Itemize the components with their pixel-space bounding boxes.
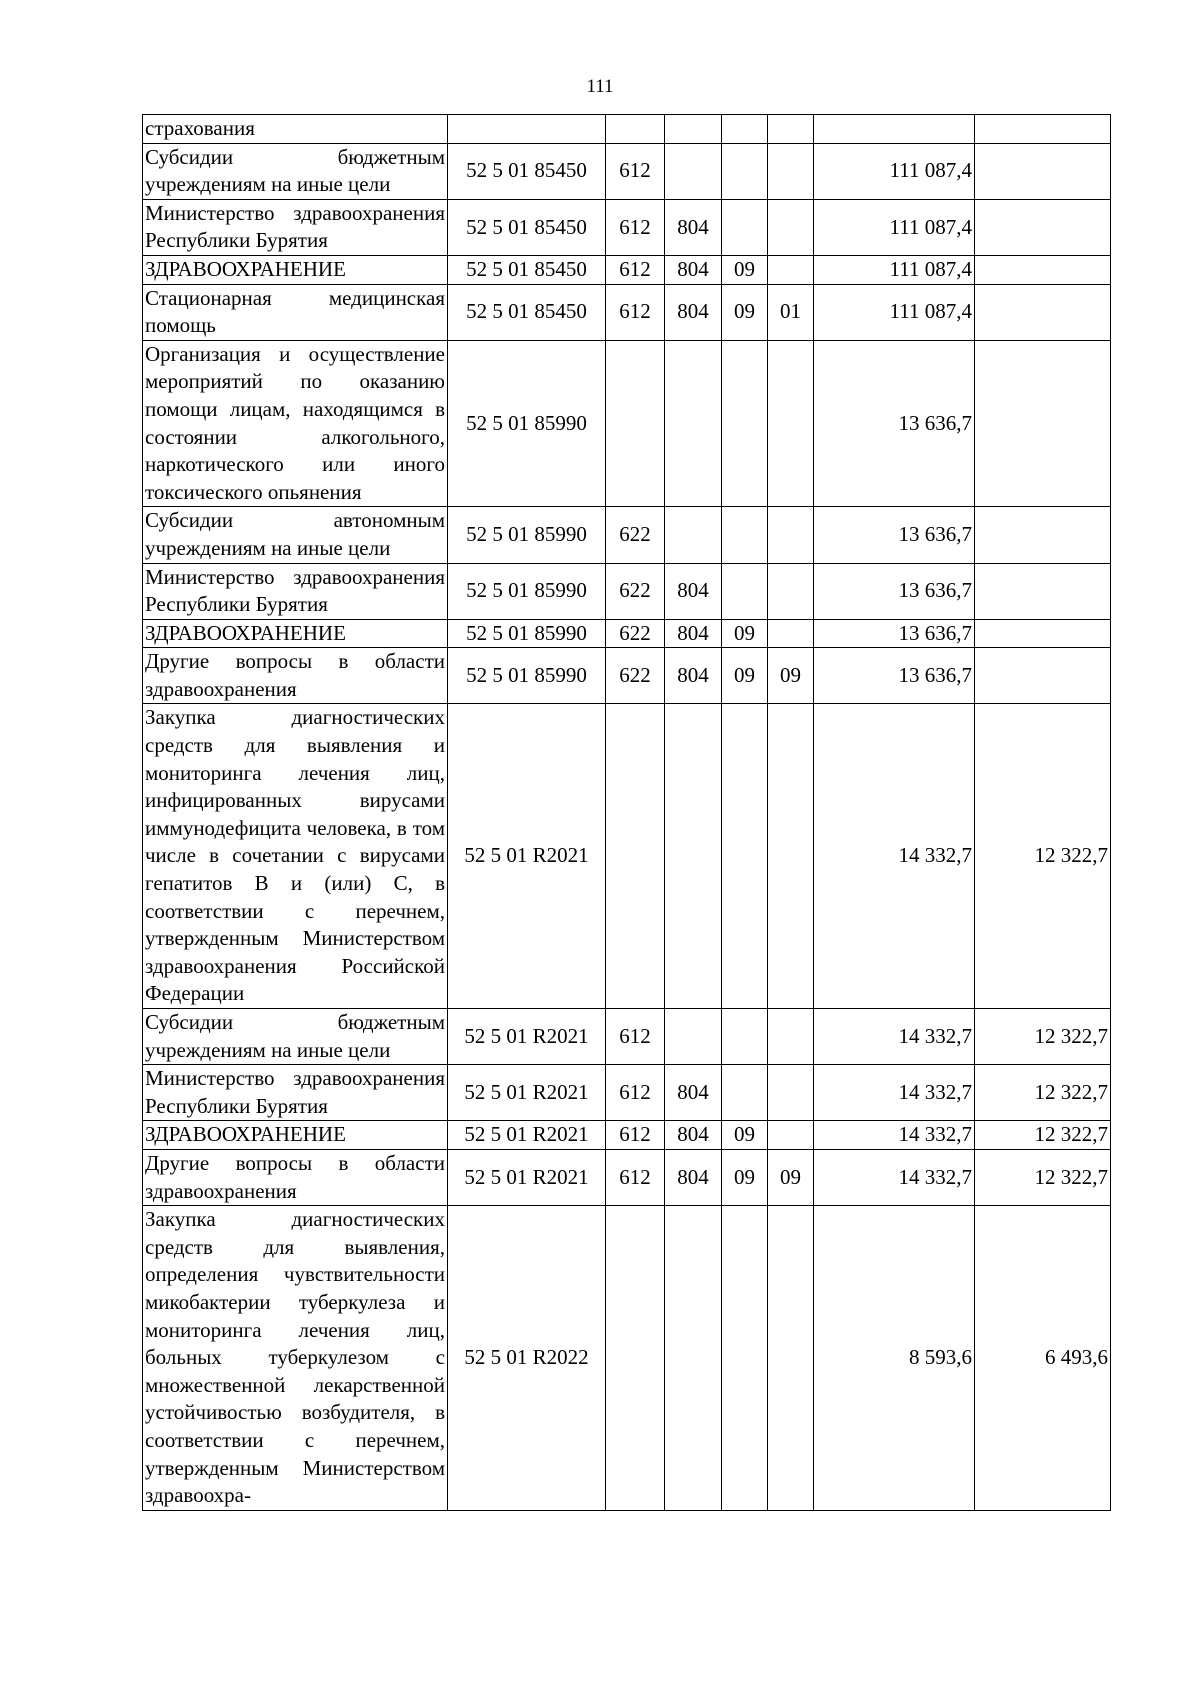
expense-type-code: 622: [606, 619, 665, 648]
target-article-code: 52 5 01 85450: [448, 284, 606, 340]
row-description: Закупка диагностических средств для выявления и мониторинга лечения лиц, инфицированных вирусами иммунодефицита человека, в том числе в сочетании с вирусами гепатитов B и (или) C, в соответствии с перечнем, утвержденным Министерством здравоохранения Российской Федерации: [143, 704, 448, 1009]
section-code: [722, 507, 768, 563]
ministry-code: [665, 115, 722, 144]
section-code: [722, 1065, 768, 1121]
ministry-code: 804: [665, 284, 722, 340]
amount-total: 111 087,4: [814, 255, 975, 284]
amount-federal: 12 322,7: [975, 1065, 1111, 1121]
target-article-code: 52 5 01 85990: [448, 340, 606, 507]
target-article-code: 52 5 01 85990: [448, 563, 606, 619]
amount-federal: 12 322,7: [975, 1149, 1111, 1205]
amount-federal: [975, 563, 1111, 619]
section-code: 09: [722, 255, 768, 284]
subsection-code: [768, 1121, 814, 1150]
amount-federal: [975, 507, 1111, 563]
subsection-code: [768, 619, 814, 648]
amount-total: 14 332,7: [814, 1149, 975, 1205]
amount-federal: [975, 619, 1111, 648]
section-code: [722, 340, 768, 507]
expense-type-code: 622: [606, 507, 665, 563]
row-description: Стационарная медицинская помощь: [143, 284, 448, 340]
ministry-code: 804: [665, 648, 722, 704]
table-row: [143, 143, 1111, 199]
amount-total: 13 636,7: [814, 648, 975, 704]
subsection-code: 01: [768, 284, 814, 340]
row-description: Министерство здравоохранения Республики Бурятия: [143, 199, 448, 255]
subsection-code: [768, 199, 814, 255]
table-row: [143, 199, 1111, 255]
page-number: 111: [586, 76, 614, 97]
amount-total: [814, 115, 975, 144]
ministry-code: [665, 340, 722, 507]
amount-total: 111 087,4: [814, 143, 975, 199]
ministry-code: [665, 704, 722, 1009]
amount-federal: [975, 284, 1111, 340]
table-row: [143, 340, 1111, 507]
expense-type-code: 612: [606, 199, 665, 255]
amount-federal: 12 322,7: [975, 704, 1111, 1009]
target-article-code: 52 5 01 85990: [448, 507, 606, 563]
row-description: Другие вопросы в области здравоохранения: [143, 1149, 448, 1205]
row-description: Министерство здравоохранения Республики Бурятия: [143, 1065, 448, 1121]
subsection-code: [768, 563, 814, 619]
table-row: [143, 704, 1111, 1009]
ministry-code: 804: [665, 563, 722, 619]
subsection-code: [768, 143, 814, 199]
subsection-code: [768, 704, 814, 1009]
row-description: ЗДРАВООХРАНЕНИЕ: [143, 619, 448, 648]
table-row: [143, 563, 1111, 619]
section-code: 09: [722, 619, 768, 648]
amount-federal: [975, 340, 1111, 507]
target-article-code: 52 5 01 85450: [448, 143, 606, 199]
section-code: [722, 704, 768, 1009]
table-row: [143, 1009, 1111, 1065]
budget-table: [142, 114, 1111, 1511]
amount-federal: [975, 648, 1111, 704]
target-article-code: 52 5 01 85450: [448, 255, 606, 284]
table-row: [143, 507, 1111, 563]
amount-total: 14 332,7: [814, 1009, 975, 1065]
row-description: ЗДРАВООХРАНЕНИЕ: [143, 255, 448, 284]
expense-type-code: [606, 704, 665, 1009]
expense-type-code: 612: [606, 255, 665, 284]
amount-total: 13 636,7: [814, 507, 975, 563]
amount-federal: 6 493,6: [975, 1206, 1111, 1511]
ministry-code: [665, 1206, 722, 1511]
row-description: Субсидии бюджетным учреждениям на иные цели: [143, 143, 448, 199]
row-description: Субсидии автономным учреждениям на иные цели: [143, 507, 448, 563]
expense-type-code: 612: [606, 1065, 665, 1121]
amount-total: 111 087,4: [814, 199, 975, 255]
table-row: [143, 115, 1111, 144]
expense-type-code: 612: [606, 1121, 665, 1150]
subsection-code: 09: [768, 648, 814, 704]
subsection-code: [768, 1206, 814, 1511]
amount-federal: [975, 115, 1111, 144]
target-article-code: 52 5 01 R2021: [448, 1009, 606, 1065]
target-article-code: 52 5 01 R2021: [448, 1121, 606, 1150]
table-body: [143, 115, 1111, 1511]
section-code: [722, 1009, 768, 1065]
section-code: 09: [722, 648, 768, 704]
expense-type-code: 612: [606, 1009, 665, 1065]
row-description: Закупка диагностических средств для выявления, определения чувствительности микобактерии туберкулеза и мониторинга лечения лиц, больных туберкулезом с множественной лекарственной устойчивостью возбудителя, в соответствии с перечнем, утвержденным Министерством здравоохра-: [143, 1206, 448, 1511]
amount-federal: [975, 199, 1111, 255]
ministry-code: 804: [665, 1121, 722, 1150]
section-code: [722, 1206, 768, 1511]
amount-total: 13 636,7: [814, 340, 975, 507]
table-row: [143, 255, 1111, 284]
section-code: [722, 563, 768, 619]
section-code: 09: [722, 284, 768, 340]
ministry-code: 804: [665, 1149, 722, 1205]
amount-total: 14 332,7: [814, 704, 975, 1009]
amount-total: 8 593,6: [814, 1206, 975, 1511]
amount-federal: 12 322,7: [975, 1009, 1111, 1065]
amount-total: 13 636,7: [814, 563, 975, 619]
ministry-code: [665, 1009, 722, 1065]
amount-total: 13 636,7: [814, 619, 975, 648]
subsection-code: [768, 340, 814, 507]
table-row: [143, 648, 1111, 704]
target-article-code: 52 5 01 R2021: [448, 704, 606, 1009]
target-article-code: 52 5 01 85990: [448, 619, 606, 648]
table-row: [143, 619, 1111, 648]
expense-type-code: 622: [606, 563, 665, 619]
table-row: [143, 284, 1111, 340]
ministry-code: 804: [665, 199, 722, 255]
ministry-code: 804: [665, 255, 722, 284]
amount-federal: [975, 255, 1111, 284]
amount-federal: 12 322,7: [975, 1121, 1111, 1150]
section-code: [722, 115, 768, 144]
section-code: 09: [722, 1149, 768, 1205]
target-article-code: [448, 115, 606, 144]
target-article-code: 52 5 01 85990: [448, 648, 606, 704]
row-description: Министерство здравоохранения Республики Бурятия: [143, 563, 448, 619]
ministry-code: 804: [665, 619, 722, 648]
expense-type-code: [606, 115, 665, 144]
subsection-code: [768, 1065, 814, 1121]
row-description: ЗДРАВООХРАНЕНИЕ: [143, 1121, 448, 1150]
subsection-code: [768, 255, 814, 284]
expense-type-code: 612: [606, 1149, 665, 1205]
row-description: страхования: [143, 115, 448, 144]
ministry-code: 804: [665, 1065, 722, 1121]
row-description: Другие вопросы в области здравоохранения: [143, 648, 448, 704]
subsection-code: [768, 1009, 814, 1065]
ministry-code: [665, 507, 722, 563]
amount-total: 14 332,7: [814, 1065, 975, 1121]
subsection-code: 09: [768, 1149, 814, 1205]
amount-federal: [975, 143, 1111, 199]
amount-total: 111 087,4: [814, 284, 975, 340]
expense-type-code: 622: [606, 648, 665, 704]
table-row: [143, 1121, 1111, 1150]
subsection-code: [768, 115, 814, 144]
table-row: [143, 1206, 1111, 1511]
amount-total: 14 332,7: [814, 1121, 975, 1150]
row-description: Организация и осуществление мероприятий по оказанию помощи лицам, находящимся в состоянии алкогольного, наркотического или иного токсического опьянения: [143, 340, 448, 507]
row-description: Субсидии бюджетным учреждениям на иные цели: [143, 1009, 448, 1065]
ministry-code: [665, 143, 722, 199]
expense-type-code: 612: [606, 284, 665, 340]
subsection-code: [768, 507, 814, 563]
table-row: [143, 1065, 1111, 1121]
section-code: 09: [722, 1121, 768, 1150]
target-article-code: 52 5 01 R2021: [448, 1149, 606, 1205]
target-article-code: 52 5 01 85450: [448, 199, 606, 255]
table-row: [143, 1149, 1111, 1205]
section-code: [722, 143, 768, 199]
section-code: [722, 199, 768, 255]
target-article-code: 52 5 01 R2022: [448, 1206, 606, 1511]
expense-type-code: [606, 340, 665, 507]
target-article-code: 52 5 01 R2021: [448, 1065, 606, 1121]
expense-type-code: [606, 1206, 665, 1511]
expense-type-code: 612: [606, 143, 665, 199]
